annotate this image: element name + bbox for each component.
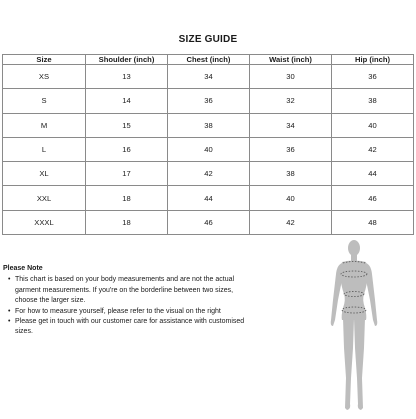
cell-size: XXL	[3, 186, 86, 210]
page-title: SIZE GUIDE	[178, 34, 238, 45]
size-chart-table	[2, 54, 414, 235]
cell-shoulder: 18	[86, 210, 168, 234]
cell-hip: 38	[332, 89, 414, 113]
cell-chest: 46	[168, 210, 250, 234]
note-item: • Please get in touch with our customer care for assistance with customised sizes.	[3, 317, 253, 338]
column-header-size: Size	[3, 55, 86, 65]
table-row	[3, 137, 414, 161]
cell-hip: 46	[332, 186, 414, 210]
cell-chest: 38	[168, 113, 250, 137]
cell-shoulder: 18	[86, 186, 168, 210]
table-row	[3, 89, 414, 113]
note-title: Please Note	[3, 265, 43, 272]
column-header-shoulder: Shoulder (inch)	[86, 55, 168, 65]
cell-chest: 36	[168, 89, 250, 113]
column-header-waist: Waist (inch)	[250, 55, 332, 65]
cell-waist: 34	[250, 113, 332, 137]
table-header-row	[3, 55, 414, 65]
cell-chest: 34	[168, 65, 250, 89]
table-row	[3, 210, 414, 234]
cell-hip: 36	[332, 65, 414, 89]
cell-size: S	[3, 89, 86, 113]
cell-size: XL	[3, 162, 86, 186]
cell-hip: 42	[332, 137, 414, 161]
cell-size: M	[3, 113, 86, 137]
cell-waist: 32	[250, 89, 332, 113]
table-row	[3, 186, 414, 210]
cell-shoulder: 13	[86, 65, 168, 89]
cell-waist: 40	[250, 186, 332, 210]
please-note-section	[3, 264, 253, 338]
table-row	[3, 113, 414, 137]
note-list	[3, 275, 253, 337]
cell-chest: 44	[168, 186, 250, 210]
column-header-chest: Chest (inch)	[168, 55, 250, 65]
cell-size: L	[3, 137, 86, 161]
cell-hip: 44	[332, 162, 414, 186]
cell-shoulder: 17	[86, 162, 168, 186]
column-header-hip: Hip (inch)	[332, 55, 414, 65]
cell-hip: 48	[332, 210, 414, 234]
cell-waist: 42	[250, 210, 332, 234]
cell-size: XXXL	[3, 210, 86, 234]
cell-shoulder: 15	[86, 113, 168, 137]
note-item: • For how to measure yourself, please refer to the visual on the right	[3, 307, 253, 317]
body-silhouette	[331, 240, 378, 410]
cell-waist: 36	[250, 137, 332, 161]
table-row	[3, 65, 414, 89]
cell-chest: 40	[168, 137, 250, 161]
cell-waist: 30	[250, 65, 332, 89]
cell-chest: 42	[168, 162, 250, 186]
cell-size: XS	[3, 65, 86, 89]
cell-hip: 40	[332, 113, 414, 137]
cell-shoulder: 14	[86, 89, 168, 113]
body-measurement-figure-icon	[318, 238, 390, 414]
cell-shoulder: 16	[86, 137, 168, 161]
note-item: • This chart is based on your body measurements and are not the actual garment measurements. If you're on the borderline between two sizes, choose the larger size.	[3, 275, 253, 306]
table-row	[3, 162, 414, 186]
cell-waist: 38	[250, 162, 332, 186]
